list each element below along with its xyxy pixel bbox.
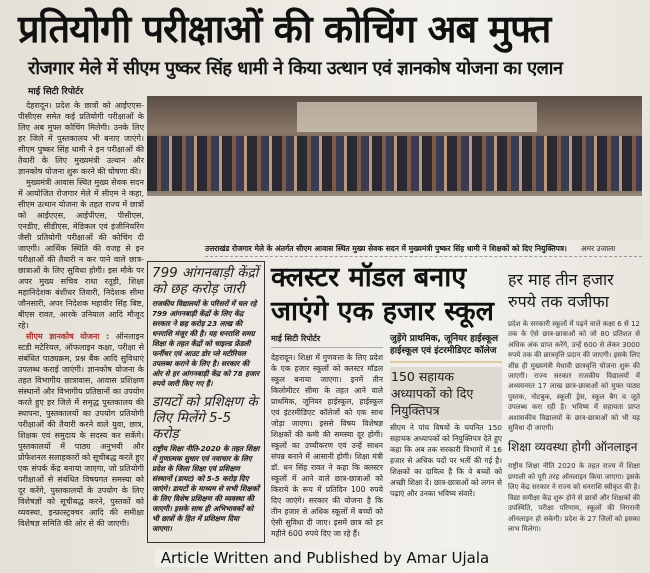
left-column-article <box>18 96 144 529</box>
middle-article-body: देहरादून। शिक्षा में गुणवत्ता के लिए प्रदेश के एक हजार स्कूलों को क्लस्टर मॉडल स्कूल बनाया जाएगा। इनमें तीन किलोमीटर सीमा के तहत आने वाले प्राथमिक, जूनियर हाईस्कूल, हाईस्कूल एवं इंटरमीडिएट कॉलेजों को एक साथ जोड़ा जाएगा। इससे विषय विशेषज्ञ शिक्षकों की कमी की समस्या दूर होगी। स्कूलों का उच्चीकरण एवं उन्हें साधन संपन्न बनाने में आसानी होगी। शिक्षा मंत्री डॉ. धन सिंह रावत ने कहा कि क्लस्टर स्कूलों में आने वाले छात्र-छात्राओं को किराये के रूप में प्रतिदिन 100 रुपये दिए जाएंगे। सरकार की योजना है कि तीन हजार से अधिक स्कूलों में बच्चों को ऐसी सुविधा दी जाए। इसमें छात्र को हर महीने 600 रुपये दिए जा रहे हैं। <box>271 353 383 538</box>
cluster-school-article <box>271 261 502 539</box>
scholarship-body: प्रदेश के सरकारी स्कूलों में पढ़ने वाले कक्षा 6 से 12 तक के ऐसे छात्र-छात्राओं को जो 80 प्रतिशत से अधिक अंक प्राप्त करेंगे, उन्हें 600 से लेकर 3000 रुपये तक की छात्रवृत्ति प्रदान की जाएगी। इसके लिए शीघ्र ही मुख्यमंत्री मेधावी छात्रवृत्ति योजना शुरू की जाएगी। राज्य सरकार राजकीय विद्यालयों में अध्ययनरत 17 लाख छात्र-छात्राओं को मुफ्त पाठ्य पुस्तक, नोटबुक, स्कूली ड्रेस, स्कूल बैग व जूते उपलब्ध करा रही है। भविष्य में सहायता प्राप्त अशासकीय विद्यालयों के छात्र-छात्राओं को भी यह सुविधा दी जाएगी। <box>508 320 640 433</box>
right-area <box>147 96 642 543</box>
photo-credit: अमर उजाला <box>580 244 616 253</box>
teachers-body: सीएम ने पांच विषयों के चयनित 150 सहायक अध्यापकों को नियुक्तिपत्र देते हुए कहा कि अब तक सरकारी विभागों में 16 हजार से अधिक पदों पर भर्ती की गई है। शिक्षकों का दायित्व है कि वे बच्चों को अच्छी शिक्षा दें। छात्र-छात्राओं को लगन से पढ़ाएं और उनका भविष्य संवारें। <box>390 423 502 498</box>
cluster-school-headline: क्लस्टर मॉडल बनाए जाएंगे एक हजार स्कूल <box>271 262 494 327</box>
paragraph: मुख्यमंत्री आवास स्थित मुख्य सेवक सदन में आयोजित रोजगार मेले में सीएम ने कहा, सीएम उत्थान योजना के तहत राज्य में छात्रों को आईएएस, आईपीएस, पीसीएस, एनडीए, सीडीएस, मेडिकल एवं इंजीनियरिंग जैसी प्रतियोगी परीक्षाओं की कोचिंग दी जाएगी। आर्थिक स्थिति की वजह से इन परीक्षाओं की तैयारी न कर पाने वाले छात्र-छात्राओं के लिए सुविधा होगी। इस मौके पर अपर मुख्य सचिव राधा रतूड़ी, शिक्षा महानिदेशक बंशीधर तिवारी, निदेशक सीमा जौनसारी, अपर निदेशक महावीर सिंह बिष्ट, बीएस रावत, आरके उनियाल आदि मौजूद रहे। <box>18 178 144 330</box>
sidebar-box <box>147 261 265 543</box>
paragraph <box>18 331 144 529</box>
byline: माई सिटी रिपोर्टर <box>28 87 84 97</box>
online-education-subhead: शिक्षा व्यवस्था होगी ऑनलाइन <box>508 440 638 455</box>
attribution-footer: Article Written and Published by Amar Ujala <box>155 549 495 567</box>
table <box>147 196 642 240</box>
middle-byline: माई सिटी रिपोर्टर <box>271 333 383 348</box>
stage-banner <box>297 102 537 132</box>
box-text-1: राजकीय विद्यालयों के परिसरों में चल रहे 799 आंगनबाड़ी केंद्रों के लिए केंद्र सरकार ने छह करोड़ 23 लाख की धनराशि मंजूर की है। यह धनराशि समग्र शिक्षा के तहत केंद्रों को चाइल्ड फ्रेंडली फर्नीचर एवं आउट डोर प्ले मटीरियल उपलब्ध कराने के लिए है। सरकार की ओर से हर आंगनबाड़ी केंद्र को 78 हजार रुपये जारी किए गए हैं। <box>152 299 260 388</box>
event-photo <box>147 96 642 240</box>
header-area <box>0 0 650 96</box>
main-headline: प्रतियोगी परीक्षाओं की कोचिंग अब मुफ्त <box>18 7 551 51</box>
box-text-2: राष्ट्रीय शिक्षा नीति-2020 के तहत शिक्षा में गुणात्मक सुधार एवं नवाचार के लिए प्रदेश के जिला शिक्षा एवं प्रशिक्षण संस्थानों (डायट) को 5-5 करोड़ दिए जाएंगे। डायटों के माध्यम से सभी शिक्षकों के लिए विशेष प्रशिक्षण की व्यवस्था की जाएगी। इसके साथ ही अभिभावकों को भी छात्रों के हित में प्रशिक्षण दिया जाएगा। <box>152 444 260 533</box>
article-body-area <box>0 96 650 543</box>
sub-headline: रोजगार मेले में सीएम पुष्कर सिंह धामी ने किया उत्थान एवं ज्ञानकोष योजना का एलान <box>28 58 563 79</box>
box-headline-2: डायटों को प्रशिक्षण के लिए मिलेंगे 5-5 करोड़ <box>152 394 258 442</box>
box-headline-1: 799 आंगनबाड़ी केंद्रों को छह करोड़ जारी <box>152 265 259 297</box>
online-education-body: राष्ट्रीय शिक्षा नीति 2020 के तहत राज्य में शिक्षा प्रणाली को पूरी तरह ऑनलाइन किया जाएगा। इसके लिए केंद्र सरकार ने राज्य को धनराशि स्वीकृत की है। विद्या समीक्षा केंद्र शुरू होने से छात्रों और शिक्षकों की उपस्थिति, परीक्षा परिणाम, स्कूलों की निगरानी ऑनलाइन हो सकेगी। प्रदेश के 27 जिलों को इसका लाभ मिलेगा। <box>508 462 640 533</box>
photo-caption <box>205 244 642 257</box>
paragraph: देहरादून। प्रदेश के छात्रों को आईएएस-पीसीएस समेत कई प्रतियोगी परीक्षाओं के लिए अब मुफ्त कोचिंग मिलेगी। उनके लिए हर जिले में पुस्तकालय भी बनाए जाएंगे। सीएम पुष्कर सिंह धामी ने इन परीक्षाओं की तैयारी के लिए मुख्यमंत्री उत्थान और ज्ञानकोष योजना शुरू करने की घोषणा की। <box>18 101 144 176</box>
teachers-article <box>390 333 502 499</box>
deck-text: जुड़ेंगे प्राथमिक, जूनियर हाईस्कूल हाईस्कूल एवं इंटरमीडिएट कॉलेज <box>390 333 502 363</box>
cluster-school-columns <box>271 333 502 539</box>
caption-text: उत्तराखंड रोजगार मेले के अंतर्गत सीएम आवास स्थित मुख्य सेवक सदन में मुख्यमंत्री पुष्कर सिंह धामी ने शिक्षकों को दिए नियुक्तिपत्र। <box>205 244 567 253</box>
section-subhead: सीएम ज्ञानकोष योजना : <box>26 332 110 341</box>
scholarship-article <box>508 261 640 534</box>
teachers-headline: 150 सहायक अध्यापकों को दिए नियुक्तिपत्र <box>390 367 502 420</box>
scholarship-headline: हर माह तीन हजार रुपये तक वजीफा <box>508 270 614 311</box>
group-of-people <box>147 136 642 191</box>
lower-articles-row <box>147 261 642 543</box>
middle-column <box>271 333 383 539</box>
paragraph-text: ऑनलाइन स्टडी मटेरियल, ऑफलाइन कक्षा, परीक्षा से संबंधित पाठ्यक्रम, प्रश्न बैंक आदि सुविधाएं उपलब्ध कराई जाएंगी। ज्ञानकोष योजना के तहत विभागीय छात्रावास, आवास प्रशिक्षण संस्थानों और विभागीय प्रतिष्ठानों का उपयोग करते हुए हर जिले में समृद्ध पुस्तकालय की स्थापना, पुस्तकालयों का उपयोग प्रतियोगी परीक्षाओं की तैयारी करने वाले युवा, छात्र, शिक्षक एवं समुदाय के सदस्य कर सकेंगे। पुस्तकालयों में पाठ्य अनुभवी और प्रोफेशनल सलाहकारों को सूचीबद्ध करते हुए एक संपर्क केंद्र बनाया जाएगा, जो प्रतियोगी परीक्षाओं से संबंधित विषयगत समस्या को दूर करेंगे, पुस्तकालयों के उपयोग के लिए विशेषज्ञों को सूचीबद्ध करने, पुस्तकों को व्यवस्था, इन्फ्रास्ट्रक्चर आदि की समीक्षा विशेषज्ञ समिति की ओर से की जाएगी। <box>18 332 144 528</box>
